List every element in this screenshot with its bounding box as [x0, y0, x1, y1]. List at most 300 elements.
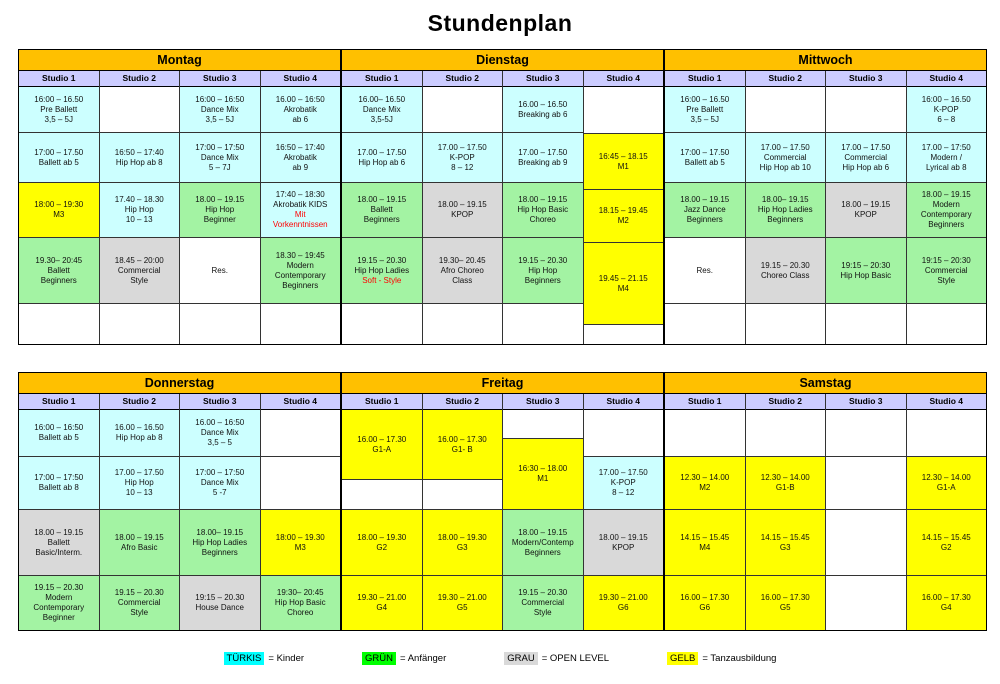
class-title-line: Pre Ballett [686, 104, 724, 114]
class-time: 19.15 – 20.30 [34, 583, 84, 592]
day-columns [19, 394, 340, 630]
class-cell [746, 238, 826, 304]
class-cell [584, 510, 664, 576]
class-title-line: Res. [211, 265, 228, 275]
class-cell [746, 510, 826, 576]
studio-header: Studio 1 [342, 394, 422, 410]
class-title-line: Choreo [529, 215, 556, 224]
class-cell [342, 576, 422, 630]
class-cell [665, 87, 745, 133]
class-cell [584, 190, 664, 243]
class-time: 12.30 – 14.00 [680, 473, 730, 482]
class-note-line: Vorkenntnissen [272, 220, 328, 229]
class-time: 16.00 – 16.50 [518, 99, 568, 109]
class-time: 16.00 – 17.30 [760, 593, 810, 602]
day-columns [342, 71, 663, 344]
class-title-line: KPOP [854, 210, 877, 219]
class-title-line: Style [937, 275, 956, 285]
day-header: Freitag [342, 373, 663, 394]
class-time: 19.15 – 20.30 [760, 260, 810, 270]
studio-header: Studio 4 [261, 71, 341, 87]
class-title-line: KPOP [451, 210, 474, 219]
studio-header: Studio 1 [665, 71, 745, 87]
class-title-line: M2 [617, 216, 629, 225]
class-title-line: G2 [940, 542, 952, 552]
class-cell [19, 238, 99, 304]
class-time: 19.30– 20.45 [438, 255, 486, 265]
day-table-dienstag [342, 50, 663, 344]
class-title-line: G4 [940, 603, 952, 612]
studio-header: Studio 2 [100, 394, 180, 410]
class-title-line: Commercial [844, 152, 888, 162]
class-time: 16:00 – 16:50 [34, 423, 84, 432]
class-time: 19:15 – 20.30 [195, 593, 245, 602]
studio-header: Studio 4 [907, 71, 987, 87]
class-time: 17.00 – 17.50 [437, 142, 487, 152]
class-title-line: G1-A [372, 444, 392, 454]
studio-header: Studio 3 [503, 71, 583, 87]
class-title-line: Beginners [524, 547, 561, 557]
class-cell [342, 87, 422, 133]
class-title-line: Modern [932, 200, 960, 209]
class-time: 16:00 – 16.50 [921, 94, 971, 104]
class-time: 18.00– 19.15 [761, 195, 809, 204]
day-columns [19, 71, 340, 344]
class-title-line: G6 [617, 603, 629, 612]
class-title-line: G1-B [775, 483, 795, 492]
day-columns [665, 394, 986, 630]
class-title-line: Beginners [282, 280, 319, 290]
studio-column-4 [261, 394, 341, 630]
empty-cell [826, 576, 906, 630]
class-title-line: Beginner [42, 613, 75, 622]
class-cell [907, 87, 987, 133]
class-title-line: Beginners [767, 215, 804, 224]
day-table-montag [19, 50, 340, 344]
class-time: 18.00 – 19.15 [437, 200, 487, 209]
class-title-line: Contemporary [274, 270, 326, 280]
class-title-line: ab 6 [292, 114, 309, 124]
class-cell [907, 133, 987, 183]
class-title-line: 3,5 – 5 [207, 438, 232, 447]
studio-header: Studio 4 [584, 394, 664, 410]
class-cell [826, 133, 906, 183]
studio-header: Studio 1 [19, 71, 99, 87]
studio-column-3 [180, 71, 261, 344]
class-cell [665, 238, 745, 304]
class-title-line: 8 – 12 [612, 488, 635, 497]
class-time: 16:30 – 18.00 [518, 464, 568, 473]
studio-column-3 [503, 394, 584, 630]
class-time: 18.00 – 19.15 [357, 195, 407, 204]
legend-label: = Anfänger [400, 653, 447, 664]
class-cell [180, 87, 260, 133]
class-title-line: Breaking ab 6 [518, 109, 568, 119]
class-cell [423, 410, 503, 480]
class-time: 19:15 – 20:30 [921, 255, 971, 265]
class-title-line: Dance Mix [200, 428, 239, 437]
class-time: 16.00 – 16:50 [275, 94, 325, 104]
class-cell [503, 87, 583, 133]
class-title-line: Commercial [924, 265, 968, 275]
class-cell [342, 238, 422, 304]
class-title-line: G1- B [451, 444, 473, 454]
class-title-line: Hip Hop ab 6 [358, 157, 406, 167]
class-cell [261, 238, 341, 304]
class-cell [261, 510, 341, 576]
studio-header: Studio 1 [342, 71, 422, 87]
class-time: 18.00 – 19.15 [921, 190, 971, 199]
class-title-line: Ballett [47, 537, 70, 547]
class-cell [261, 87, 341, 133]
class-cell [907, 457, 987, 510]
empty-cell [423, 304, 503, 344]
day-header: Samstag [665, 373, 986, 394]
empty-cell [907, 304, 987, 344]
studio-column-2 [423, 394, 504, 630]
class-cell [826, 183, 906, 238]
studio-header: Studio 4 [261, 394, 341, 410]
class-title-line: Hip Hop Basic [274, 598, 326, 607]
legend-label: = Kinder [268, 653, 305, 664]
studio-header: Studio 3 [180, 71, 260, 87]
class-title-line: Afro Choreo [440, 265, 484, 275]
studio-header: Studio 3 [826, 394, 906, 410]
class-time: 17.00 – 17.50 [841, 142, 891, 152]
class-time: 14.15 – 15.45 [680, 532, 730, 542]
empty-cell [261, 457, 341, 510]
class-cell [503, 133, 583, 183]
class-title-line: M3 [53, 210, 65, 219]
class-time: 17.00 – 17.50 [357, 147, 407, 157]
class-time: 18.00 – 19.15 [518, 527, 568, 537]
class-title-line: Lyrical ab 8 [925, 162, 967, 172]
class-title-line: Beginner [203, 215, 236, 224]
empty-cell [423, 480, 503, 510]
class-time: 17.00 – 17.50 [598, 468, 648, 477]
studio-header: Studio 2 [746, 71, 826, 87]
day-header: Montag [19, 50, 340, 71]
class-title-line: Basic/Interm. [35, 547, 83, 557]
class-cell [746, 457, 826, 510]
class-cell [100, 238, 180, 304]
class-cell [423, 183, 503, 238]
class-title-line: Dance Mix [200, 152, 239, 162]
class-title-line: Style [130, 608, 149, 617]
class-cell [746, 183, 826, 238]
class-title-line: Commercial [117, 598, 161, 607]
class-title-line: Hip Hop Ladies [354, 265, 410, 275]
class-title-line: Modern [45, 593, 73, 602]
studio-column-3 [503, 71, 584, 344]
class-time: 19:30– 20:45 [276, 588, 324, 597]
class-cell [584, 457, 664, 510]
class-time: 18.00 – 19.15 [34, 527, 84, 537]
class-cell [261, 183, 341, 238]
class-title-line: Hip Hop Ladies [192, 537, 248, 547]
studio-column-2 [423, 71, 504, 344]
class-title-line: Ballett ab 5 [684, 157, 725, 167]
class-time: 17.40 – 18.30 [114, 195, 164, 204]
class-title-line: M1 [617, 161, 629, 171]
empty-cell [503, 410, 583, 439]
legend-swatch: GRÜN [362, 652, 396, 665]
class-cell [100, 457, 180, 510]
class-time: 19.15 – 20.30 [518, 255, 568, 265]
legend-item [362, 652, 446, 665]
day-table-freitag [342, 373, 663, 630]
studio-column-1 [665, 71, 746, 344]
class-time: 17:00 – 17.50 [680, 147, 730, 157]
class-cell [423, 510, 503, 576]
class-time: 17.00 – 17.50 [760, 142, 810, 152]
class-cell [665, 510, 745, 576]
class-time: 18.00– 19.15 [196, 527, 244, 537]
class-title-line: Contemporary [33, 603, 85, 612]
empty-cell [826, 457, 906, 510]
class-title-line: Pre Ballett [40, 104, 78, 114]
class-cell [180, 133, 260, 183]
class-cell [423, 238, 503, 304]
empty-cell [503, 304, 583, 344]
class-time: 12.30 – 14.00 [921, 473, 971, 482]
studio-column-4 [907, 71, 987, 344]
class-title-line: K-POP [933, 104, 959, 114]
studio-column-4 [907, 394, 987, 630]
class-time: 19.30– 20:45 [35, 255, 83, 265]
class-time: 18.15 – 19.45 [598, 206, 648, 215]
class-title-line: Beginners [524, 275, 561, 285]
class-time: 18.00 – 19.15 [195, 195, 245, 204]
class-title-line: Commercial [521, 598, 565, 607]
class-title-line: ab 9 [292, 162, 309, 172]
class-cell [19, 510, 99, 576]
day-header: Donnerstag [19, 373, 340, 394]
class-cell [100, 133, 180, 183]
day-table-mittwoch [665, 50, 986, 344]
class-title-line: 10 – 13 [125, 215, 153, 224]
class-cell [826, 238, 906, 304]
class-title-line: Hip Hop Basic [840, 270, 892, 280]
class-time: 19.30 – 21.00 [437, 593, 487, 602]
class-time: 16:50 – 17:40 [114, 147, 164, 157]
class-title-line: Dance Mix [200, 478, 239, 487]
class-cell [503, 238, 583, 304]
class-cell [503, 183, 583, 238]
class-title-line: Ballett [47, 265, 70, 275]
studio-column-1 [19, 71, 100, 344]
class-cell [342, 183, 422, 238]
studio-header: Studio 3 [503, 394, 583, 410]
class-time: 17:00 – 17:50 [195, 468, 245, 477]
class-cell [665, 457, 745, 510]
studio-column-3 [180, 394, 261, 630]
empty-cell [584, 410, 664, 457]
class-cell [19, 87, 99, 133]
class-time: 12.30 – 14.00 [760, 473, 810, 482]
day-columns [665, 71, 986, 344]
class-cell [100, 183, 180, 238]
class-title-line: M1 [537, 474, 549, 483]
class-title-line: Hip Hop ab 10 [759, 162, 811, 172]
class-cell [584, 243, 664, 325]
class-time: 16:00 – 16:50 [195, 94, 245, 104]
class-time: 18.45 – 20:00 [114, 255, 164, 265]
class-cell [423, 133, 503, 183]
class-note-line: Soft - Style [362, 275, 402, 285]
empty-cell [907, 410, 987, 457]
studio-header: Studio 2 [423, 394, 503, 410]
class-title-line: Contemporary [920, 210, 972, 219]
class-cell [261, 576, 341, 630]
class-cell [180, 410, 260, 457]
class-time: 16.00 – 16:50 [195, 418, 245, 427]
class-cell [342, 410, 422, 480]
class-title-line: Dance Mix [362, 104, 401, 114]
studio-column-2 [746, 71, 827, 344]
class-cell [584, 134, 664, 190]
class-title-line: Jazz Dance [683, 205, 726, 214]
class-title-line: Akrobatik [283, 152, 317, 162]
class-title-line: KPOP [612, 542, 635, 552]
class-time: 16.00 – 17.30 [921, 593, 971, 602]
class-cell [180, 576, 260, 630]
class-time: 16:45 – 18.15 [598, 151, 648, 161]
class-cell [503, 439, 583, 510]
day-columns [342, 394, 663, 630]
empty-cell [180, 304, 260, 344]
class-title-line: Beginners [201, 547, 238, 557]
class-title-line: G1-A [936, 483, 956, 492]
class-cell [665, 576, 745, 630]
class-title-line: G3 [456, 542, 468, 552]
class-cell [665, 133, 745, 183]
day-header: Dienstag [342, 50, 663, 71]
class-cell [100, 510, 180, 576]
studio-header: Studio 4 [907, 394, 987, 410]
class-time: 18.00 – 19.30 [357, 532, 407, 542]
class-cell [180, 457, 260, 510]
class-time: 16:50 – 17:40 [275, 142, 325, 152]
class-time: 17:00 – 17.50 [34, 147, 84, 157]
studio-header: Studio 2 [423, 71, 503, 87]
day-table-samstag [665, 373, 986, 630]
empty-cell [100, 87, 180, 133]
class-title-line: Hip Hop ab 8 [115, 157, 163, 167]
studio-column-2 [100, 71, 181, 344]
class-time: 14.15 – 15.45 [760, 532, 810, 542]
class-title-line: Class [452, 275, 473, 285]
class-title-line: Ballett ab 5 [38, 157, 79, 167]
class-cell [100, 410, 180, 457]
class-title-line: Choreo Class [761, 270, 810, 280]
class-title-line: Beginners [363, 215, 400, 224]
class-cell [261, 133, 341, 183]
class-time: 19.15 – 20.30 [518, 588, 568, 597]
class-cell [665, 183, 745, 238]
empty-cell [584, 87, 664, 134]
class-cell [19, 576, 99, 630]
class-cell [746, 133, 826, 183]
class-time: 17.00 – 17:50 [921, 142, 971, 152]
class-title-line: Hip Hop [528, 265, 558, 275]
class-title-line: Beginners [928, 220, 965, 229]
studio-header: Studio 2 [746, 394, 826, 410]
class-title-line: Beginners [686, 215, 723, 224]
legend-item [504, 652, 609, 665]
legend-swatch: TÜRKIS [224, 652, 265, 665]
studio-column-2 [100, 394, 181, 630]
class-time: 18:00 – 19.30 [275, 532, 325, 542]
class-title-line: Commercial [763, 152, 807, 162]
class-time: 19:15 – 20:30 [841, 260, 891, 270]
class-time: 19.30 – 21.00 [598, 593, 648, 602]
class-title-line: Ballett ab 5 [38, 433, 79, 442]
class-time: 16:00 – 16.50 [34, 94, 84, 104]
class-title-line: House Dance [195, 603, 244, 612]
empty-cell [342, 304, 422, 344]
class-time: 18:00 – 19:30 [34, 200, 84, 209]
empty-cell [826, 87, 906, 133]
class-cell [19, 133, 99, 183]
empty-cell [342, 480, 422, 510]
class-title-line: Akrobatik KIDS [273, 200, 328, 209]
class-cell [907, 576, 987, 630]
class-cell [19, 410, 99, 457]
class-cell [180, 238, 260, 304]
class-time: 19.15 – 20.30 [357, 255, 407, 265]
class-cell [19, 183, 99, 238]
studio-header: Studio 4 [584, 71, 664, 87]
class-title-line: 8 – 12 [451, 162, 474, 172]
class-title-line: Hip Hop Basic [517, 205, 569, 214]
class-title-line: Style [533, 608, 552, 617]
class-time: 18.00 – 19.15 [518, 195, 568, 204]
class-title-line: 5 – 7J [208, 162, 231, 172]
class-cell [180, 510, 260, 576]
class-time: 17:00 – 17:50 [195, 142, 245, 152]
class-title-line: Akrobatik [283, 104, 317, 114]
studio-column-4 [584, 71, 664, 344]
class-cell [907, 183, 987, 238]
class-time: 19.30 – 21.00 [357, 593, 407, 602]
class-time: 17:40 – 18:30 [275, 190, 325, 199]
class-cell [907, 510, 987, 576]
class-time: 16:00 – 16.50 [680, 94, 730, 104]
class-title-line: G3 [779, 542, 791, 552]
class-title-line: Afro Basic [121, 542, 158, 552]
empty-cell [100, 304, 180, 344]
class-title-line: 3,5 – 5J [690, 114, 719, 124]
class-title-line: Beginners [40, 275, 77, 285]
class-title-line: Hip Hop [124, 205, 154, 214]
class-cell [342, 133, 422, 183]
legend-swatch: GELB [667, 652, 698, 665]
class-cell [503, 510, 583, 576]
class-title-line: Style [130, 275, 149, 285]
class-title-line: Ballett ab 8 [38, 483, 79, 492]
class-title-line: Choreo [287, 608, 314, 617]
class-cell [423, 576, 503, 630]
class-time: 16.00– 16.50 [358, 94, 406, 104]
studio-column-1 [665, 394, 746, 630]
studio-header: Studio 2 [100, 71, 180, 87]
class-cell [19, 457, 99, 510]
class-title-line: 5 -7 [212, 488, 227, 497]
studio-column-4 [261, 71, 341, 344]
class-title-line: K-POP [610, 478, 636, 487]
empty-cell [826, 510, 906, 576]
